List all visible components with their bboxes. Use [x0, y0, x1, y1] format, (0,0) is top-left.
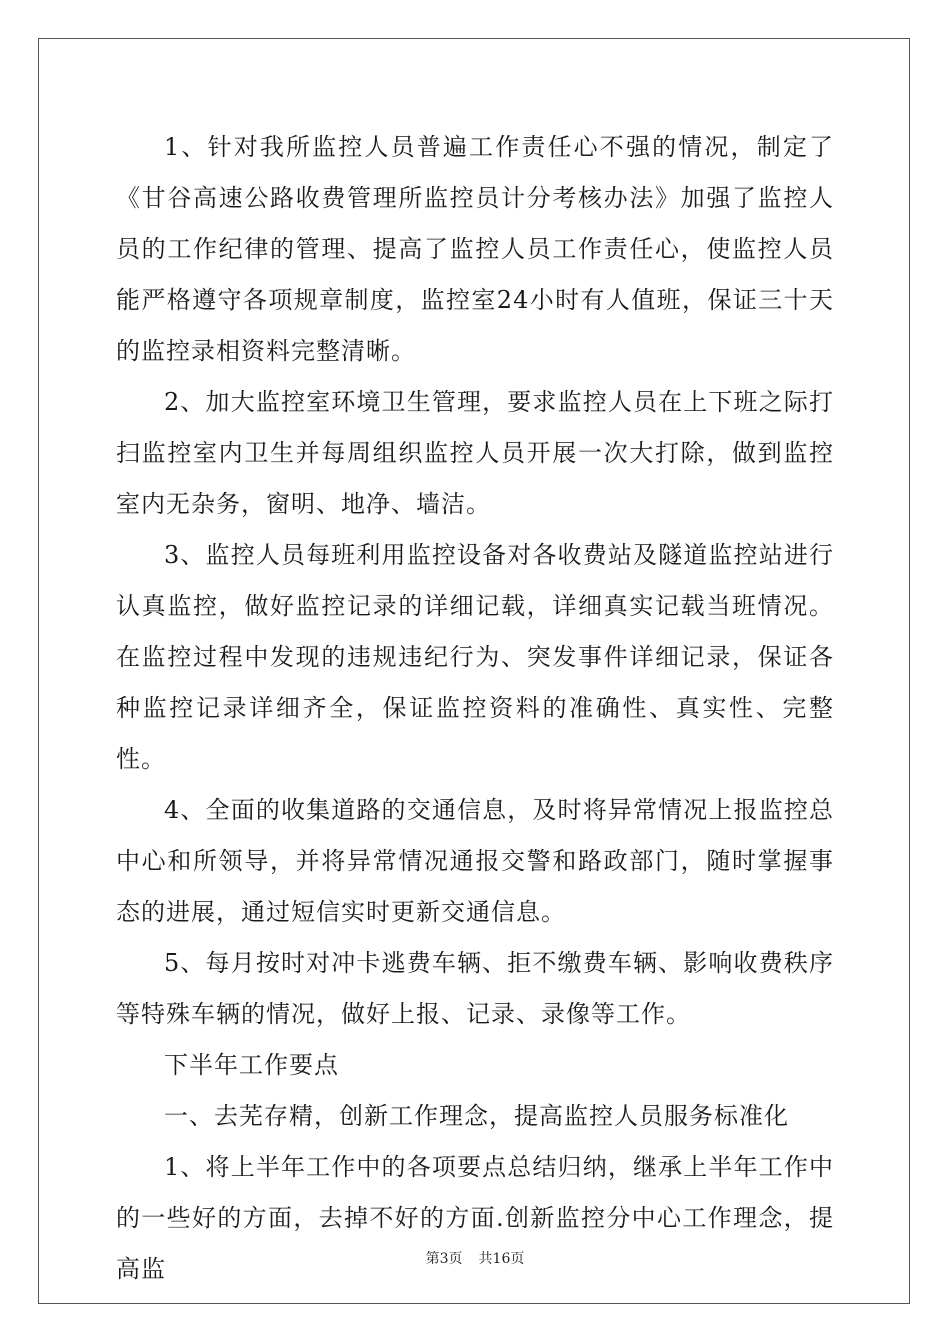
subsection-heading: 一、去芜存精，创新工作理念，提高监控人员服务标准化 — [164, 1102, 789, 1130]
section-heading: 下半年工作要点 — [164, 1051, 339, 1079]
paragraph-5: 5、每月按时对冲卡逃费车辆、拒不缴费车辆、影响收费秩序等特殊车辆的情况，做好上报、记录、录像等工作。 — [116, 949, 834, 1028]
page-footer — [0, 1248, 950, 1268]
paragraph-1: 1、针对我所监控人员普遍工作责任心不强的情况，制定了《甘谷高速公路收费管理所监控员计分考核办法》加强了监控人员的工作纪律的管理、提高了监控人员工作责任心，使监控人员能严格遵守各项规章制度，监控室24小时有人值班，保证三十天的监控录相资料完整清晰。 — [116, 133, 834, 365]
page-number: 第3页 — [425, 1251, 463, 1267]
paragraph-2: 2、加大监控室环境卫生管理，要求监控人员在上下班之际打扫监控室内卫生并每周组织监控人员开展一次大打除，做到监控室内无杂务，窗明、地净、墙洁。 — [116, 388, 834, 518]
paragraph-6: 1、将上半年工作中的各项要点总结归纳，继承上半年工作中的一些好的方面，去掉不好的方面.创新监控分中心工作理念，提高监 — [116, 1153, 834, 1283]
page-total: 共16页 — [478, 1251, 525, 1267]
paragraph-4: 4、全面的收集道路的交通信息，及时将异常情况上报监控总中心和所领导，并将异常情况通报交警和路政部门，随时掌握事态的进展，通过短信实时更新交通信息。 — [116, 796, 834, 926]
paragraph-3: 3、监控人员每班利用监控设备对各收费站及隧道监控站进行认真监控，做好监控记录的详细记载，详细真实记载当班情况。在监控过程中发现的违规违纪行为、突发事件详细记录，保证各种监控记录详细齐全，保证监控资料的准确性、真实性、完整性。 — [116, 541, 834, 773]
document-body — [116, 122, 834, 1295]
